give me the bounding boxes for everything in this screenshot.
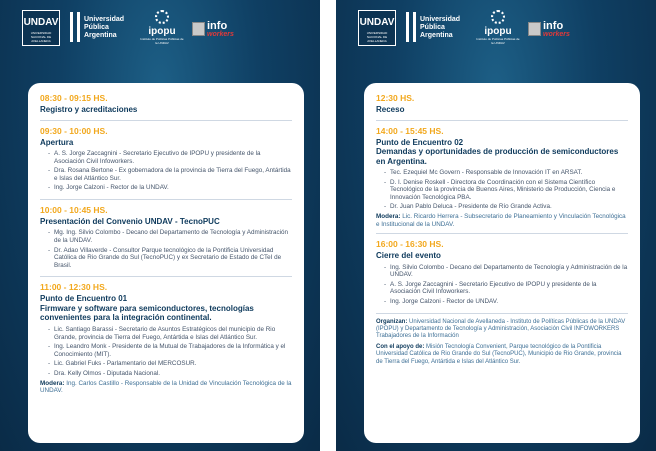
block-title: Cierre del evento [376, 251, 441, 261]
moderator-text: Lic. Ricardo Herrera - Subsecretario de Planeamiento y Vinculación Tecnológica e Institucional de la UNDAV. [376, 212, 626, 228]
moderator-label: Modera: [376, 212, 401, 220]
speaker-item: - Lic. Santiago Barassi - Secretario de Asuntos Estratégicos del municipio de Rio Grande, provincia de Tierra del Fuego, Antártida e Islas del Atlántico Sur. [48, 326, 292, 341]
program-block [376, 126, 628, 235]
ipopu-sub: Instituto de Políticas Públicas de la UNDAV [476, 37, 520, 45]
speaker-item: - Ing. Leandro Monk - Presidente de la Mutual de Trabajadores de la Informática y el Conocimiento (MIT). [48, 343, 292, 358]
undav-logo-name: UNDAV [359, 17, 395, 28]
speaker-list [40, 150, 292, 192]
left-program-card [28, 83, 304, 443]
speaker-item: - Dr. Adao Villaverde - Consultor Parque tecnológico de la Pontificia Universidad Católica de Rio Grande do Sul (TecnoPUC) y ex Secretario de Estado de CTeI de Brasil. [48, 247, 292, 270]
infoworkers-line2: workers [543, 31, 570, 38]
support-label: Con el apoyo de: [376, 344, 425, 351]
upa-text [420, 16, 460, 40]
moderator-line [40, 380, 292, 395]
block-time: 09:30 - 10:00 HS. [40, 125, 108, 136]
ipopu-name: ipopu [484, 26, 512, 37]
upa-line1: Universidad [84, 16, 125, 23]
undav-logo-name: UNDAV [23, 17, 59, 28]
block-title: Registro y acreditaciones [40, 105, 138, 114]
program-block [376, 93, 628, 121]
infoworkers-box-icon [528, 22, 541, 36]
ipopu-logo [140, 10, 184, 48]
speaker-list [376, 169, 628, 211]
speaker-item: - D. I. Denise Roskell - Directora de Coordinación con el Sistema Científico Tecnológico de la provincia de Buenos Aires, Ministerio de Producción, Ciencia e Innovación Tecnológica PBA. [384, 179, 628, 202]
support-text: Misión Tecnología Convenient, Parque tecnológico de la Pontificia Universidad Católica de Rio Grande do Sul (TecnoPUC), Municipio de Rio Grande, provincia de Tierra del Fuego, Antártida e Islas del Atlántico Sur. [376, 344, 622, 365]
block-time: 08:30 - 09:15 HS. [40, 93, 108, 103]
speaker-list [376, 264, 628, 306]
speaker-item: - Ing. Jorge Calzoni - Rector de UNDAV. [384, 298, 628, 306]
logo-bar [358, 10, 648, 50]
block-title: Punto de Encuentro 01 [40, 294, 128, 304]
upa-line3: Argentina [420, 32, 453, 39]
upa-line1: Universidad [420, 16, 461, 23]
upa-line3: Argentina [84, 32, 117, 39]
right-page [336, 0, 656, 451]
upa-line2: Pública [84, 24, 109, 31]
right-program-card [364, 83, 640, 443]
speaker-list [40, 326, 292, 378]
speaker-item: - Mg. Ing. Silvio Colombo - Decano del Departamento de Tecnología y Administración de la UNDAV. [48, 229, 292, 244]
program-block [40, 282, 292, 399]
moderator-line [376, 213, 628, 228]
ipopu-ring-icon [155, 10, 169, 24]
speaker-item: - Dra. Kelly Olmos - Diputada Nacional. [48, 370, 292, 378]
block-title: Apertura [40, 137, 74, 147]
infoworkers-line1: info [207, 20, 228, 32]
program-block [40, 205, 292, 277]
undav-logo [22, 10, 60, 46]
undav-logo-sub: UNIVERSIDAD NACIONAL DE AVELLANEDA [30, 31, 52, 43]
speaker-item: - A. S. Jorge Zaccagnini - Secretario Ejecutivo de IPOPU y presidente de la Asociación Civil Infoworkers. [48, 150, 292, 165]
left-page [0, 0, 320, 451]
speaker-item: - Ing. Jorge Calzoni - Rector de la UNDAV. [48, 184, 292, 192]
ipopu-logo [476, 10, 520, 48]
speaker-item: - Lic. Gabriel Fuks - Parlamentario del MERCOSUR. [48, 360, 292, 368]
block-title: Receso [376, 105, 405, 114]
moderator-text: Ing. Carlos Castillo - Responsable de la Unidad de Vinculación Tecnológica de la UNDAV. [40, 379, 292, 395]
upa-mark-icon [70, 12, 80, 42]
speaker-item: - Dra. Rosana Bertone - Ex gobernadora de la provincia de Tierra del Fuego, Antártida e Islas del Atlántico Sur. [48, 167, 292, 182]
speaker-item: - Tec. Ezequiel Mc Govern - Responsable de Innovación IT en ARSAT. [384, 169, 628, 177]
logo-bar [22, 10, 312, 50]
block-title: Presentación del Convenio UNDAV - TecnoPUC [40, 216, 220, 226]
undav-logo [358, 10, 396, 46]
program-block [40, 126, 292, 200]
ipopu-ring-icon [491, 10, 505, 24]
upa-mark-icon [406, 12, 416, 42]
block-time: 12:30 HS. [376, 93, 415, 103]
speaker-item: - A. S. Jorge Zaccagnini - Secretario Ejecutivo de IPOPU y presidente de la Asociación Civil Infoworkers. [384, 281, 628, 296]
speaker-list [40, 229, 292, 269]
block-subtitle: Firmware y software para semiconductores, tecnologías convenientes para la integración continental. [40, 303, 254, 323]
block-time: 11:00 - 12:30 HS. [40, 282, 108, 293]
undav-logo-sub: UNIVERSIDAD NACIONAL DE AVELLANEDA [366, 31, 388, 43]
block-time: 14:00 - 15:45 HS. [376, 125, 444, 136]
block-subtitle: Demandas y oportunidades de producción de semiconductores en Argentina. [376, 147, 619, 166]
program-block [376, 239, 628, 313]
ipopu-sub: Instituto de Políticas Públicas de la UNDAV [140, 37, 184, 45]
infoworkers-logo [192, 20, 252, 40]
block-time: 16:00 - 16:30 HS. [376, 239, 444, 250]
universidad-publica-logo [406, 12, 470, 44]
upa-line2: Pública [420, 24, 445, 31]
support-note [376, 344, 628, 366]
speaker-item: - Ing. Silvio Colombo - Decano del Departamento de Tecnología y Administración de la UNDAV. [384, 264, 628, 279]
universidad-publica-logo [70, 12, 134, 44]
block-time: 10:00 - 10:45 HS. [40, 204, 108, 215]
infoworkers-line1: info [543, 20, 564, 32]
organizers-text: Universidad Nacional de Avellaneda - Instituto de Políticas Públicas de la UNDAV (IPOPU) y Departamento de Tecnología y Administración, Asociación Civil INFOWORKERS Trabajadores de la Información [376, 318, 626, 340]
ipopu-name: ipopu [148, 26, 176, 37]
moderator-label: Modera: [40, 379, 65, 387]
infoworkers-logo [528, 20, 588, 40]
organizers-label: Organizan: [376, 318, 408, 325]
infoworkers-line2: workers [207, 31, 234, 38]
speaker-item: - Dr. Juan Pablo Deluca - Presidente de Río Grande Activa. [384, 203, 628, 211]
program-block [40, 93, 292, 121]
organizers-note [376, 319, 628, 341]
infoworkers-box-icon [192, 22, 205, 36]
block-title: Punto de Encuentro 02 [376, 137, 464, 147]
upa-text [84, 16, 124, 40]
